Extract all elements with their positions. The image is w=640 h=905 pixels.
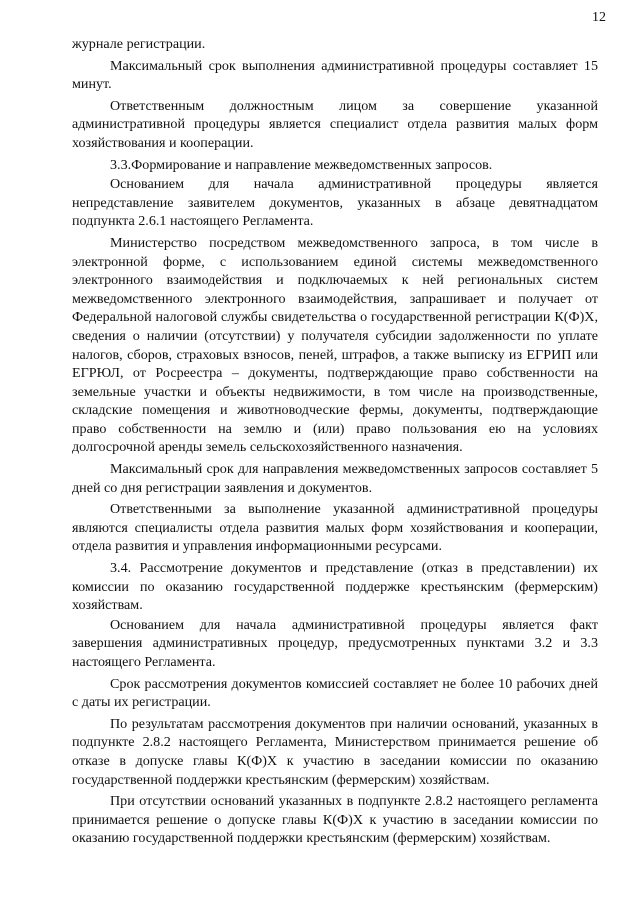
paragraph-max-time-15-minutes: Максимальный срок выполнения административной процедуры составляет 15 минут. [72,57,598,93]
paragraph-basis-document-review: Основанием для начала административной процедуры является факт завершения административных процедур, предусмотренных пунктами 3.2 и 3.3 настоящего Регламента. [72,616,598,670]
paragraph-basis-interagency-requests: Основанием для начала административной процедуры является непредставление заявителем документов, указанных в абзаце девятнадцатом подпункта 2.6.1 настоящего Регламента. [72,176,598,230]
paragraph-review-period: Срок рассмотрения документов комиссией составляет не более 10 рабочих дней с даты их регистрации. [72,675,598,711]
section-heading-3-3: 3.3.Формирование и направление межведомственных запросов. [110,156,493,173]
paragraph-max-time-5-days: Максимальный срок для направления межведомственных запросов составляет 5 дней со дня регистрации заявления и документов. [72,461,598,496]
document-body [72,35,598,851]
page-number: 12 [592,10,606,25]
paragraph-responsible-specialists: Ответственными за выполнение указанной административной процедуры являются специалисты отдела развития малых форм хозяйствования и кооперации, отдела развития и управления информационными ресурсами. [72,501,598,555]
paragraph-refusal-decision: По результатам рассмотрения документов при наличии оснований, указанных в подпункте 2.8.2 настоящего Регламента, Министерством принимается решение об отказе в допуске главы К(Ф)Х к участию в заседании комиссии по оказанию государственной поддержки крестьянским (фермерским) хозяйствам. [72,715,598,788]
paragraph-ministry-interagency-request: Министерство посредством межведомственного запроса, в том числе в электронной форме, с использованием единой системы межведомственного электронного взаимодействия и подключаемых к ней региональных систем межведомственного электронного взаимодействия, запрашивает и получает от Федеральной налоговой службы свидетельства о государственной регистрации К(Ф)Х, сведения о наличии (отсутствии) у получателя субсидии задолженности по уплате налогов, сборов, страховых взносов, пеней, штрафов, а также выписку из ЕГРИП или ЕГРЮЛ, от Росреестра – документы, подтверждающие право собственности на земельные участки и объекты недвижимости, в том числе на производственные, складские помещения и животноводческие фермы, документы, подтверждающие право собственности на землю и (или) право пользования ею на условиях долгосрочной аренды земель сельскохозяйственного назначения. [72,234,598,456]
paragraph-registration-journal-end: журнале регистрации. [72,36,206,52]
paragraph-responsible-person: Ответственным должностным лицом за совершение указанной административной процедуры является специалист отдела развития малых форм хозяйствования и кооперации. [72,97,598,151]
section-heading-3-4: 3.4. Рассмотрение документов и представление (отказ в представлении) их комиссии по оказанию государственной поддержке крестьянским (фермерским) хозяйствам. [72,560,598,614]
paragraph-admission-decision: При отсутствии оснований указанных в подпункте 2.8.2 настоящего регламента принимается решение о допуске главы К(Ф)Х к участию в заседании комиссии по оказанию государственной поддержки крестьянским (фермерским) хозяйствам. [72,793,598,847]
